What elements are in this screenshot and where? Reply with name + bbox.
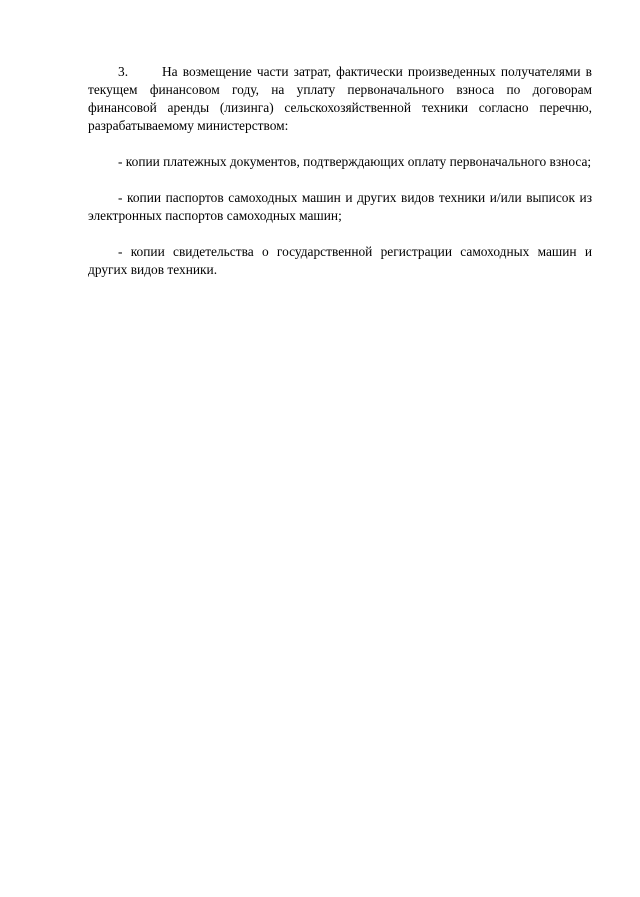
scan-artifact	[26, 889, 34, 893]
bullet-vehicle-passports: - копии паспортов самоходных машин и других видов техники и/или выписок из электронных паспортов самоходных машин;	[88, 190, 592, 223]
bullet-payment-documents: - копии платежных документов, подтверждающих оплату первоначального взноса;	[118, 154, 592, 169]
paragraph-item-3	[88, 63, 592, 135]
document-body	[88, 63, 592, 279]
bullet-registration-certificate: - копии свидетельства о государственной регистрации самоходных машин и других видов техники.	[88, 244, 592, 277]
item-number: 3.	[118, 64, 129, 79]
item-text: На возмещение части затрат, фактически произведенных получателями в текущем финансовом году, на уплату первоначального взноса по договорам финансовой аренды (лизинга) сельскохозяйственной техники согласно перечню, разрабатываемому министерством:	[88, 64, 592, 133]
